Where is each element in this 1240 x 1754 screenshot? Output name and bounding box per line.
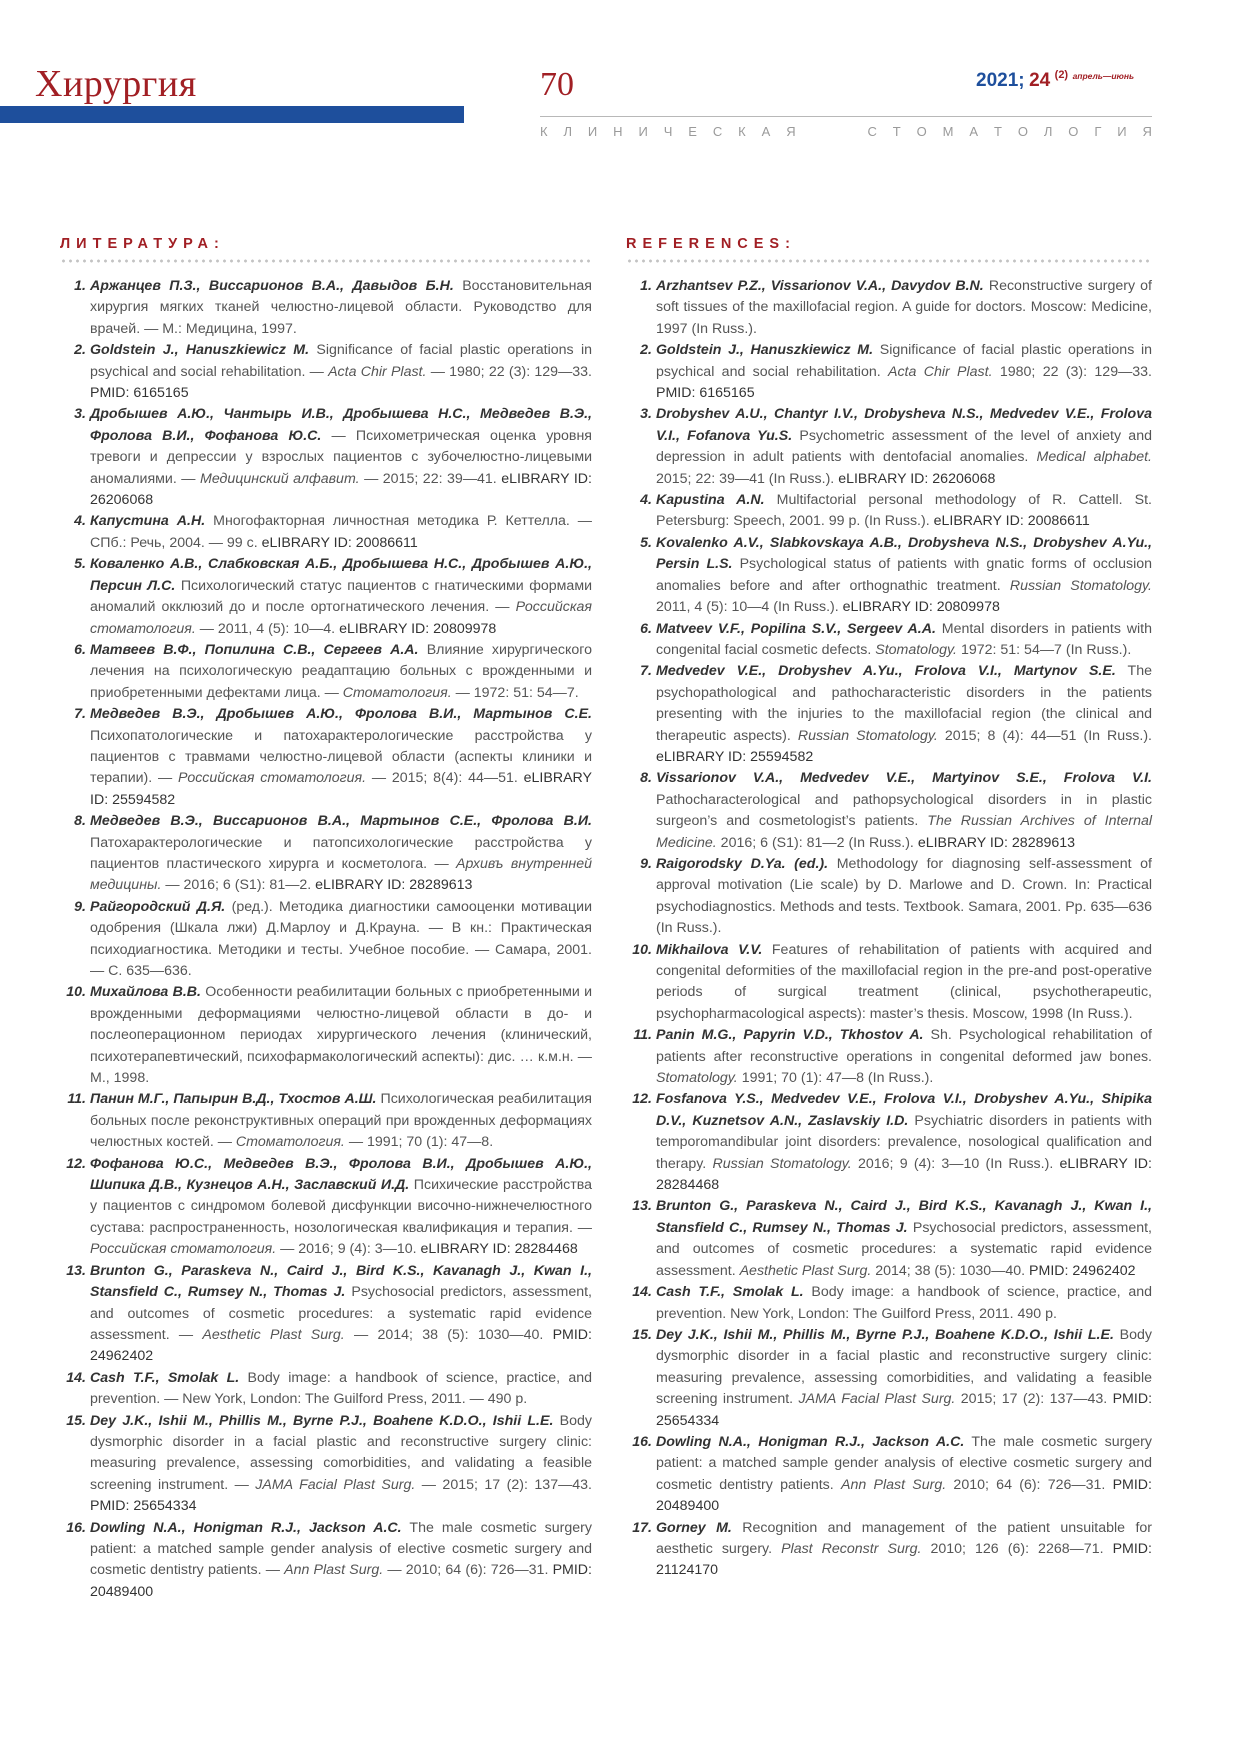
reference-authors: Аржанцев П.З., Виссарионов В.А., Давыдов Б.Н. (90, 278, 454, 294)
reference-item (60, 276, 592, 340)
reference-source: Стоматология. (342, 684, 452, 701)
reference-text: Body image: a handbook of science, practice, and prevention. New York, London: The Guilford Press, 2011. 490 p. (656, 1284, 1153, 1322)
reference-authors: Kovalenko A.V., Slabkovskaya A.B., Drobysheva N.S., Drobyshev A.Yu., Persin L.S. (656, 534, 1152, 573)
reference-details: 1980; 22 (3): 129—33. (992, 363, 1152, 380)
reference-item (626, 404, 1152, 490)
reference-source: Стоматология. (235, 1134, 345, 1151)
reference-number: 16. (66, 1519, 86, 1536)
reference-text: The male cosmetic surgery patient: a matched sample gender analysis of elective cosmetic surgery and cosmetic dentistry patients. — (90, 1519, 592, 1579)
dotted-divider (60, 259, 592, 263)
reference-authors: Медведев В.Э., Виссарионов В.А., Мартынов С.Е., Фролова В.И. (90, 813, 592, 830)
reference-authors: Goldstein J., Hanuszkiewicz M. (656, 342, 874, 359)
reference-details: 2015; 17 (2): 137—43. (955, 1391, 1113, 1408)
reference-item (626, 940, 1152, 1026)
reference-authors: Raigorodsky D.Ya. (ed.). (656, 855, 829, 872)
reference-authors: Goldstein J., Hanuszkiewicz M. (90, 342, 310, 359)
reference-item (60, 982, 592, 1089)
header-rule (540, 116, 1152, 117)
reference-text: The male cosmetic surgery patient: a matched sample gender analysis of elective cosmetic surgery and cosmetic dentistry patients. (656, 1433, 1152, 1493)
reference-source: Российская стоматология. (90, 599, 592, 637)
reference-text: The psychopathological and pathocharacteristic disorders in the patients presenting with the injuries to the maxillofacial region (the clinical and therapeutic aspects). (656, 663, 1152, 744)
reference-item (626, 533, 1152, 619)
reference-authors: Dowling N.A., Honigman R.J., Jackson A.C. (90, 1519, 402, 1536)
reference-number: 8. (74, 813, 86, 830)
reference-number: 14. (66, 1369, 86, 1386)
reference-number: 12. (66, 1155, 86, 1172)
reference-number: 10. (632, 941, 652, 958)
reference-item (60, 511, 592, 554)
journal-letter: И (1117, 124, 1127, 139)
reference-source: Medical alphabet. (1036, 449, 1152, 466)
reference-item (60, 897, 592, 983)
reference-details: — 1972: 51: 54—7. (451, 684, 579, 701)
reference-item (60, 1368, 592, 1411)
journal-letter: Н (613, 124, 623, 139)
reference-source: Ann Plast Surg. (840, 1476, 947, 1493)
reference-authors: Vissarionov V.A., Medvedev V.E., Martyinov S.E., Frolova V.I. (656, 770, 1152, 787)
reference-item (60, 1154, 592, 1261)
reference-source: Архивъ внутренней медицины. (90, 855, 592, 894)
reference-identifier: PMID: 25654334 (656, 1391, 1153, 1429)
reference-source: Plast Reconstr Surg. (781, 1540, 922, 1557)
issue-volume: 24 (1029, 70, 1051, 91)
journal-letter: К (738, 124, 746, 139)
reference-authors: Fosfanova Y.S., Medvedev V.E., Frolova V.I., Drobyshev A.Yu., Shipika D.V., Kuznetsov A.N., Zaslavskiy I.D. (656, 1091, 1152, 1129)
reference-item (60, 704, 592, 811)
dotted-divider (626, 259, 1152, 263)
reference-item (626, 1196, 1152, 1282)
reference-number: 2. (640, 342, 652, 359)
reference-authors: Panin M.G., Papyrin V.D., Tkhostov A. (656, 1027, 924, 1044)
reference-identifier: eLIBRARY ID: 20809978 (339, 620, 497, 637)
reference-identifier: eLIBRARY ID: 25594582 (656, 748, 814, 765)
reference-source: JAMA Facial Plast Surg. (255, 1476, 416, 1493)
reference-source: JAMA Facial Plast Surg. (798, 1391, 956, 1408)
journal-letter: А (969, 124, 979, 139)
journal-letter: С (867, 124, 877, 139)
reference-item (626, 1518, 1152, 1582)
journal-letter: Я (1142, 124, 1152, 139)
reference-number: 16. (632, 1433, 652, 1450)
reference-identifier: PMID: 20489400 (90, 1562, 592, 1600)
journal-letter: И (587, 124, 598, 139)
journal-letter: Л (563, 124, 573, 139)
reference-identifier: eLIBRARY ID: 25594582 (90, 770, 592, 808)
reference-text: Sh. Psychological rehabilitation of patients after reconstructive operations in congenital deformed jaw bones. (656, 1027, 1153, 1065)
reference-number: 7. (640, 663, 652, 680)
reference-text: Body image: a handbook of science, practice, and prevention. — New York, London: The Guilford Press, 2011. — 490 p. (90, 1369, 593, 1408)
reference-text: Психические расстройства у пациентов с синдромом болевой дисфункции височно-нижнечелюстного сустава: распространенность, нозологическая квалификация и терапия. — (90, 1177, 592, 1236)
reference-text: Психологическая реабилитация больных после реконструктивных операций при врожденных деформациях челюстных костей. — (90, 1091, 592, 1151)
reference-details: — 2015; 17 (2): 137—43. (415, 1476, 592, 1493)
issue-number: (2) (1054, 69, 1069, 81)
reference-identifier: eLIBRARY ID: 28284468 (656, 1155, 1152, 1194)
reference-details: 2011, 4 (5): 10—4 (In Russ.). (656, 599, 843, 616)
reference-number: 14. (632, 1284, 652, 1301)
russian-references-list (60, 276, 592, 1603)
section-name: Хирургия (35, 63, 197, 105)
reference-identifier: eLIBRARY ID: 20086611 (261, 534, 418, 551)
reference-text: Reconstructive surgery of soft tissues of the maxillofacial region. A guide for doctors. Moscow: Medicine, 1997 (In Russ.). (656, 278, 1152, 337)
reference-authors: Матвеев В.Ф., Попилина С.В., Сергеев А.А. (90, 641, 419, 658)
reference-details: 2014; 38 (5): 1030—40. (871, 1262, 1030, 1279)
reference-text: Psychosocial predictors, assessment, and outcomes of cosmetic procedures: a systematic rapid evidence assessment. (656, 1219, 1152, 1279)
reference-text: Multifactorial personal methodology of R. Cattell. St. Petersburg: Speech, 2001. 99 p. (In Russ.). (656, 492, 1152, 530)
reference-item (626, 1325, 1152, 1432)
reference-item (60, 1411, 592, 1518)
reference-number: 12. (632, 1091, 652, 1108)
reference-identifier: PMID: 25654334 (90, 1498, 197, 1515)
reference-text: Psychological status of patients with gnatic forms of occlusion anomalies before and after orthognathic treatment. (656, 556, 1152, 594)
reference-identifier: eLIBRARY ID: 20086611 (933, 513, 1090, 530)
reference-details: — 2015; 8(4): 44—51. (366, 770, 524, 787)
reference-text: Psychiatric disorders in patients with temporomandibular joint disorders: prevalence, nosological qualification and therapy. (656, 1112, 1152, 1172)
reference-details: 2015; 22: 39—41 (In Russ.). (656, 470, 839, 487)
reference-item (626, 661, 1152, 768)
reference-text: Патохарактерологические и патопсихологические расстройства у пациентов пластического хирурга и косметолога. — (90, 834, 592, 872)
reference-details: 1991; 70 (1): 47—8 (In Russ.). (737, 1070, 934, 1087)
reference-text: Психопатологические и патохарактерологические расстройства у пациентов с травмами челюстно-лицевой области (аспекты клиники и терапии). — (90, 727, 592, 787)
reference-item (60, 404, 592, 511)
reference-identifier: eLIBRARY ID: 26206068 (90, 470, 592, 509)
reference-number: 10. (66, 984, 86, 1001)
journal-letter: Т (993, 124, 1002, 139)
russian-references-title: ЛИТЕРАТУРА: (60, 236, 225, 252)
reference-number: 15. (632, 1326, 652, 1343)
reference-source: Russian Stomatology. (797, 727, 938, 744)
reference-details: 2010; 64 (6): 726—31. (946, 1476, 1113, 1493)
reference-details: — 2016; 9 (4): 3—10. (276, 1241, 421, 1258)
reference-text: Психологический статус пациентов с гнатическими формами аномалий окклюзий до и после ортогнатического лечения. — (90, 577, 592, 616)
journal-letter: Т (892, 124, 901, 139)
reference-item (626, 1282, 1152, 1325)
reference-number: 2. (74, 342, 86, 359)
reference-authors: Kapustina A.N. (656, 492, 765, 509)
reference-number: 13. (632, 1198, 652, 1215)
reference-source: Российская стоматология. (178, 770, 367, 787)
reference-item (626, 1089, 1152, 1196)
reference-authors: Cash T.F., Smolak L. (656, 1284, 804, 1301)
journal-letter: Ч (663, 124, 673, 139)
reference-source: Russian Stomatology. (712, 1155, 852, 1172)
reference-authors: Медведев В.Э., Дробышев А.Ю., Фролова В.И., Мартынов С.Е. (90, 706, 592, 723)
reference-text: Psychosocial predictors, assessment, and outcomes of cosmetic procedures: a systematic rapid evidence assessment. — (90, 1284, 592, 1343)
reference-text: Mental disorders in patients with congenital facial cosmetic defects. (656, 620, 1153, 658)
reference-number: 3. (74, 406, 86, 423)
reference-identifier: PMID: 6165165 (656, 385, 755, 402)
reference-details: 2016; 6 (S1): 81—2 (In Russ.). (716, 834, 918, 851)
reference-text: Features of rehabilitation of patients with acquired and congenital deformities of the maxillofacial region in the pre-and post-operative periods of surgical treatment (clinical, psychotherapeutic, psychopharmacological aspects): master’s thesis. Moscow, 1998 (In Russ.). (656, 941, 1152, 1022)
reference-text: Significance of facial plastic operations in psychical and social rehabilitation. — (90, 342, 592, 380)
reference-item (626, 854, 1152, 940)
reference-authors: Drobyshev A.U., Chantyr I.V., Drobysheva N.S., Medvedev V.E., Frolova V.I., Fofanova Yu.S. (656, 406, 1152, 444)
reference-details: — 2011, 4 (5): 10—4. (195, 620, 340, 637)
reference-number: 8. (640, 770, 652, 787)
reference-identifier: PMID: 24962402 (1029, 1262, 1136, 1279)
reference-details: — 1980; 22 (3): 129—33. (426, 363, 592, 380)
journal-letter: С (712, 124, 723, 139)
reference-text: (ред.). Методика диагностики самооценки мотивации одобрения (Шкала лжи) Д.Марлоу и Д.Крауна. — В кн.: Практическая психодиагностика. Методики и тесты. Учебное пособие. — Самара, 2001. — С. 635—636. (90, 898, 592, 979)
reference-identifier: eLIBRARY ID: 28284468 (420, 1241, 578, 1258)
reference-item (626, 619, 1152, 662)
english-references-title: REFERENCES: (626, 236, 796, 252)
reference-details: — 2010; 64 (6): 726—31. (383, 1562, 553, 1579)
reference-identifier: eLIBRARY ID: 28289613 (315, 877, 473, 894)
reference-authors: Brunton G., Paraskeva N., Caird J., Bird K.S., Kavanagh J., Kwan I., Stansfield C., Rumsey N., Thomas J. (656, 1198, 1152, 1236)
reference-source: Медицинский алфавит. (200, 470, 360, 487)
reference-number: 7. (74, 706, 86, 723)
reference-item (626, 276, 1152, 340)
reference-number: 17. (632, 1519, 652, 1536)
reference-source: Российская стоматология. (90, 1241, 277, 1258)
reference-source: Aesthetic Plast Surg. (202, 1326, 345, 1343)
reference-number: 9. (74, 898, 86, 915)
journal-letter: О (1068, 124, 1079, 139)
reference-details: — 2015; 22: 39—41. (359, 470, 502, 487)
reference-number: 5. (74, 556, 86, 573)
reference-text: Psychometric assessment of the level of anxiety and depression in adult patients with dentofacial anomalies. (656, 427, 1152, 466)
reference-item (60, 1089, 592, 1153)
english-references-column (626, 236, 1152, 1582)
reference-authors: Дробышев А.Ю., Чантырь И.В., Дробышева Н.С., Медведев В.Э., Фролова В.И., Фофанова Ю.С. (90, 406, 592, 444)
reference-identifier: eLIBRARY ID: 26206068 (838, 470, 996, 487)
reference-authors: Панин М.Г., Папырин В.Д., Тхостов А.Ш. (90, 1091, 377, 1108)
reference-item (60, 340, 592, 404)
journal-name (540, 124, 1152, 139)
journal-word-gap (812, 124, 852, 139)
reference-number: 1. (640, 278, 652, 294)
reference-source: Stomatology. (656, 1070, 738, 1087)
reference-authors: Капустина А.Н. (90, 513, 206, 530)
reference-item (626, 768, 1152, 854)
reference-details: — 2016; 6 (S1): 81—2. (161, 877, 316, 894)
reference-number: 6. (74, 641, 86, 658)
section-bar (0, 106, 464, 123)
reference-authors: Dey J.K., Ishii M., Phillis M., Byrne P.J., Boahene K.D.O., Ishii L.E. (656, 1326, 1114, 1343)
reference-details: 2010; 126 (6): 2268—71. (921, 1540, 1113, 1557)
reference-authors: Matveev V.F., Popilina S.V., Sergeev A.A. (656, 620, 936, 637)
reference-number: 4. (74, 513, 86, 530)
journal-letter: К (540, 124, 548, 139)
reference-item (60, 811, 592, 897)
reference-authors: Dey J.K., Ishii M., Phillis M., Byrne P.J., Boahene K.D.O., Ishii L.E. (90, 1412, 554, 1429)
journal-letter: Г (1094, 124, 1102, 139)
reference-text: Recognition and management of the patient unsuitable for aesthetic surgery. (656, 1519, 1152, 1557)
reference-item (60, 1518, 592, 1604)
journal-letter: О (916, 124, 927, 139)
reference-source: The Russian Archives of Internal Medicine. (656, 813, 1152, 851)
reference-authors: Михайлова В.В. (90, 984, 201, 1001)
reference-source: Ann Plast Surg. (284, 1562, 384, 1579)
reference-authors: Коваленко А.В., Слабковская А.Б., Дробышева Н.С., Дробышев А.Ю., Персин Л.С. (90, 556, 592, 594)
reference-identifier: PMID: 21124170 (656, 1540, 1152, 1579)
reference-source: Acta Chir Plast. (328, 363, 427, 380)
reference-authors: Райгородский Д.Я. (90, 898, 226, 915)
reference-text: Body dysmorphic disorder in a facial plastic and reconstructive surgery clinic: measuring prevalence, assessing comorbidities, and validating a feasible screening instrument. (656, 1326, 1153, 1408)
reference-number: 15. (66, 1412, 86, 1429)
reference-text: Восстановительная хирургия мягких тканей челюстно-лицевой области. Руководство для врачей. — М.: Медицина, 1997. (90, 278, 592, 337)
reference-authors: Cash T.F., Smolak L. (90, 1369, 240, 1386)
reference-number: 9. (640, 855, 652, 872)
reference-number: 3. (640, 406, 652, 423)
reference-authors: Brunton G., Paraskeva N., Caird J., Bird K.S., Kavanagh J., Kwan I., Stansfield C., Rumsey N., Thomas J. (90, 1262, 592, 1301)
reference-number: 11. (67, 1091, 86, 1108)
reference-item (626, 1025, 1152, 1089)
reference-identifier: eLIBRARY ID: 28289613 (917, 834, 1076, 851)
reference-identifier: PMID: 6165165 (90, 385, 189, 402)
reference-details: 1972: 51: 54—7 (In Russ.). (957, 641, 1132, 658)
reference-item (60, 554, 592, 640)
reference-text: Особенности реабилитации больных с приобретенными и врожденными деформациями челюстно-лицевой области в до- и послеоперационном периодах хирургического лечения (клинический, психотерапевтический, психофармакологический аспекты): дис. … к.м.н. — М., 1998. (90, 984, 593, 1087)
reference-number: 11. (633, 1027, 652, 1044)
reference-identifier: eLIBRARY ID: 20809978 (842, 599, 1000, 616)
issue-months: апрель—июнь (1072, 71, 1135, 81)
issue-year: 2021; (976, 70, 1025, 91)
english-references-list (626, 276, 1152, 1582)
issue-info (976, 70, 1134, 92)
reference-authors: Arzhantsev P.Z., Vissarionov V.A., Davydov B.N. (656, 278, 984, 294)
reference-source: Russian Stomatology. (1009, 577, 1152, 594)
page-number: 70 (540, 66, 574, 103)
reference-item (626, 340, 1152, 404)
reference-number: 5. (640, 534, 652, 551)
reference-text: Pathocharacterological and pathopsychological disorders in in plastic surgeon’s and cosmetologist’s patients. (656, 791, 1152, 830)
reference-source: Acta Chir Plast. (888, 363, 993, 380)
reference-details: 2015; 8 (4): 44—51 (In Russ.). (937, 727, 1152, 744)
journal-letter: И (638, 124, 648, 139)
reference-identifier: PMID: 24962402 (90, 1326, 592, 1365)
reference-text: Significance of facial plastic operations in psychical and social rehabilitation. (656, 342, 1152, 380)
russian-references-column (60, 236, 592, 1603)
reference-authors: Medvedev V.E., Drobyshev A.Yu., Frolova V.I., Martynov S.E. (656, 663, 1116, 680)
reference-text: Многофакторная личностная методика Р. Кеттелла. — СПб.: Речь, 2004. — 99 с. (90, 513, 592, 551)
reference-item (60, 1261, 592, 1368)
reference-details: — 1991; 70 (1): 47—8. (344, 1134, 494, 1151)
journal-letter: А (761, 124, 771, 139)
journal-letter: Е (688, 124, 697, 139)
reference-text: — Психометрическая оценка уровня тревоги и депрессии у взрослых пациентов с зубочелюстно-лицевыми аномалиями. — (90, 427, 592, 487)
reference-number: 1. (74, 278, 86, 294)
reference-identifier: PMID: 20489400 (656, 1476, 1152, 1515)
reference-number: 4. (640, 492, 652, 509)
reference-number: 13. (66, 1262, 86, 1279)
journal-letter: Л (1043, 124, 1053, 139)
reference-item (626, 1432, 1152, 1518)
reference-source: Stomatology. (875, 641, 957, 658)
reference-source: Aesthetic Plast Surg. (739, 1262, 872, 1279)
reference-text: Methodology for diagnosing self-assessment of approval motivation (Lie scale) by D. Marlowe and D. Crown. In: Practical psychodiagnostics. Methods and tests. Textbook. Samara, 2001. Pp. 635—636 (In Russ.). (656, 855, 1152, 937)
reference-authors: Dowling N.A., Honigman R.J., Jackson A.C. (656, 1433, 965, 1450)
reference-item (626, 490, 1152, 533)
reference-number: 6. (640, 620, 652, 637)
reference-authors: Gorney M. (656, 1519, 732, 1536)
reference-item (60, 640, 592, 704)
reference-authors: Mikhailova V.V. (656, 941, 763, 958)
reference-details: — 2014; 38 (5): 1030—40. (344, 1326, 553, 1343)
reference-text: Влияние хирургического лечения на психологическую реадаптацию больных с врожденными и приобретенными дефектами лица. — (90, 641, 592, 701)
reference-authors: Фофанова Ю.С., Медведев В.Э., Фролова В.И., Дробышев А.Ю., Шипика Д.В., Кузнецов А.Н., Заславский И.Д. (90, 1155, 592, 1194)
journal-letter: М (942, 124, 954, 139)
journal-letter: Я (786, 124, 796, 139)
reference-details: 2016; 9 (4): 3—10 (In Russ.). (851, 1155, 1060, 1172)
reference-text: Body dysmorphic disorder in a facial plastic and reconstructive surgery clinic: measuring prevalence, assessing comorbidities, and validating a feasible screening instrument. — (90, 1412, 593, 1493)
journal-letter: О (1017, 124, 1028, 139)
